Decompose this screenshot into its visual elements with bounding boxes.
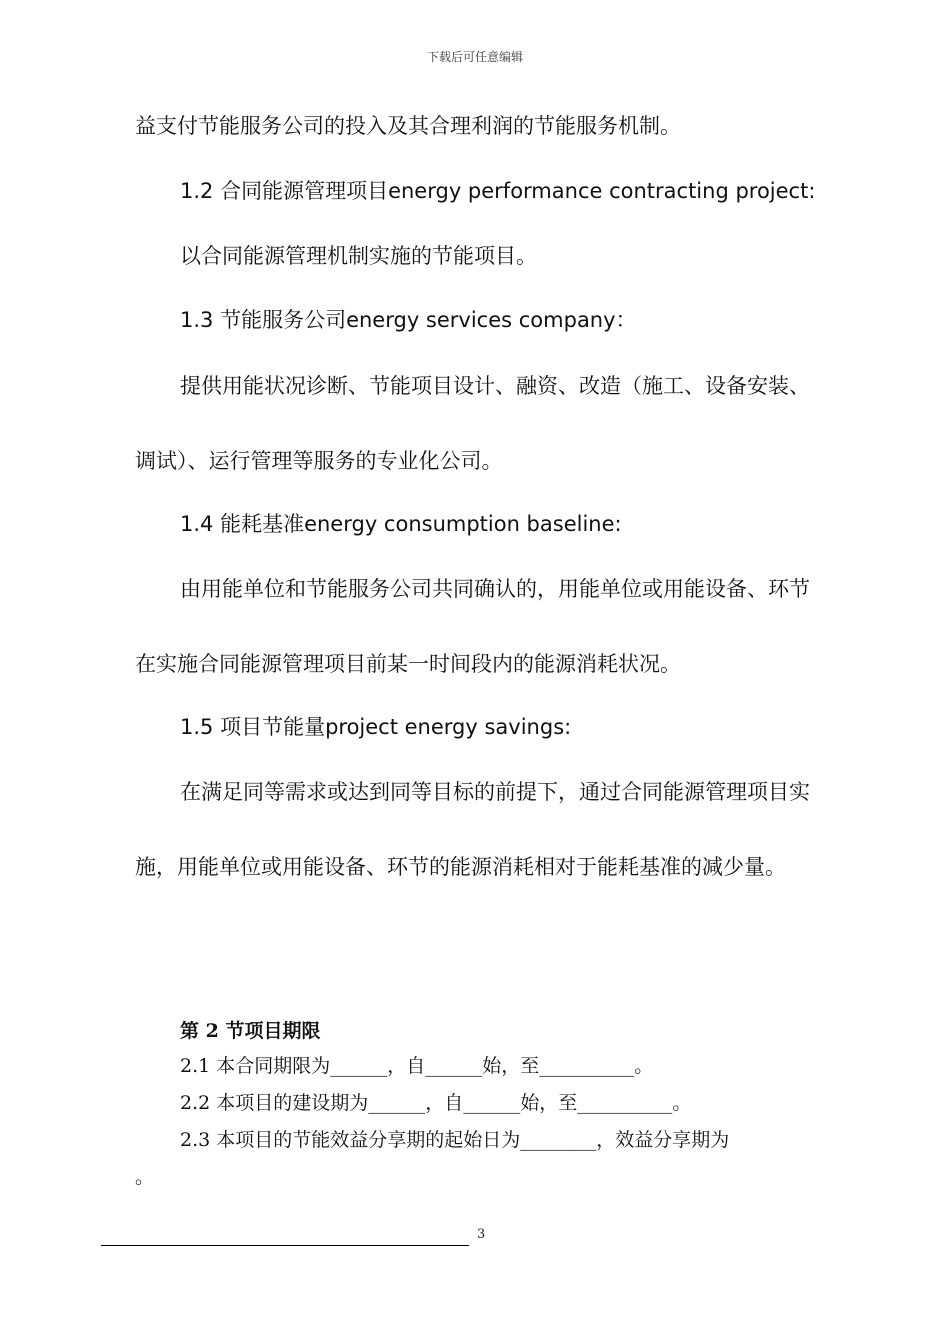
section-line-2-2: 2.2 本项目的建设期为______，自______始，至__________。 <box>180 1092 692 1114</box>
body-line-11: 在满足同等需求或达到同等目标的前提下，通过合同能源管理项目实 <box>180 780 810 804</box>
definition-heading-1-5: 1.5 项目节能量project energy savings: <box>180 715 572 739</box>
body-line-12: 施，用能单位或用能设备、环节的能源消耗相对于能耗基准的减少量。 <box>135 855 786 879</box>
section-line-2-3: 2.3 本项目的节能效益分享期的起始日为________，效益分享期为 <box>180 1129 730 1151</box>
body-line-5: 提供用能状况诊断、节能项目设计、融资、改造（施工、设备安装、 <box>180 374 810 398</box>
body-line-3: 以合同能源管理机制实施的节能项目。 <box>180 244 537 268</box>
page-header: 下载后可任意编辑 <box>426 50 523 64</box>
definition-heading-1-3: 1.3 节能服务公司energy services company： <box>180 308 637 332</box>
body-line-1: 益支付节能服务公司的投入及其合理利润的节能服务机制。 <box>135 114 681 138</box>
section-line-2-1: 2.1 本合同期限为______，自______始，至__________。 <box>180 1055 654 1077</box>
body-line-6: 调试）、运行管理等服务的专业化公司。 <box>135 449 503 473</box>
section-line-continuation: 。 <box>135 1166 155 1188</box>
footer-divider <box>101 1245 469 1246</box>
definition-heading-1-2: 1.2 合同能源管理项目energy performance contracting project: <box>180 179 816 203</box>
body-line-8: 由用能单位和节能服务公司共同确认的，用能单位或用能设备、环节 <box>180 577 810 601</box>
section-title: 第 2 节项目期限 <box>180 1020 321 1042</box>
page-number: 3 <box>477 1227 486 1242</box>
definition-heading-1-4: 1.4 能耗基准energy consumption baseline: <box>180 512 622 536</box>
body-line-9: 在实施合同能源管理项目前某一时间段内的能源消耗状况。 <box>135 652 681 676</box>
